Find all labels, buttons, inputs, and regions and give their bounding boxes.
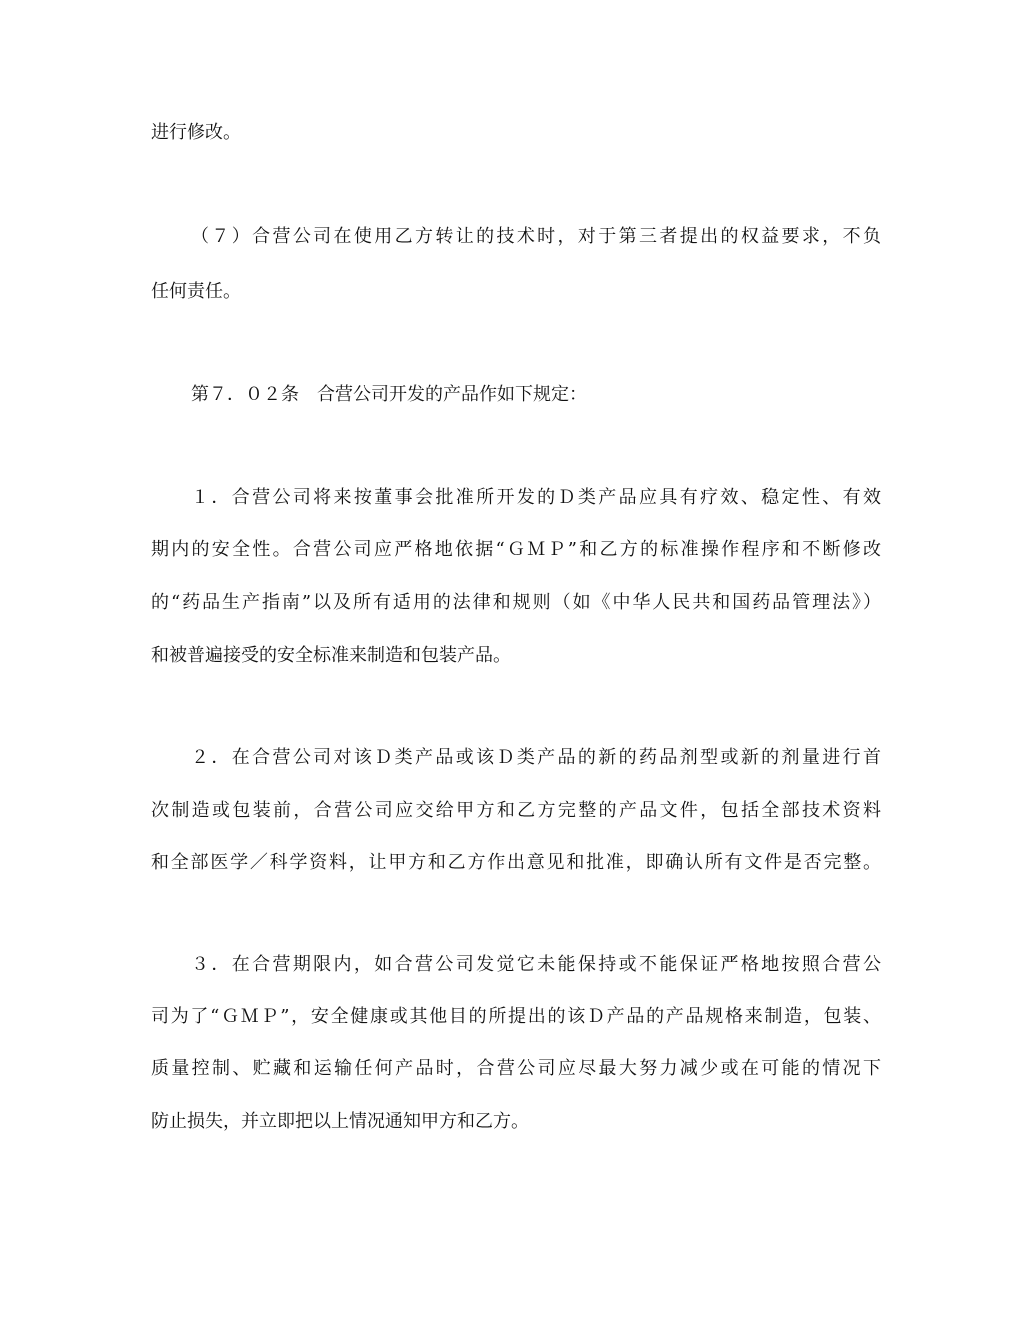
item-2-line-2: 次制造或包装前，合营公司应交给甲方和乙方完整的产品文件，包括全部技术资料 xyxy=(151,800,881,821)
item-1-line-4: 和被普遍接受的安全标准来制造和包装产品。 xyxy=(151,645,511,666)
clause-7-item-7-line-2: 任何责任。 xyxy=(151,281,241,302)
item-1-line-2: 期内的安全性。合营公司应严格地依据“ＧＭＰ”和乙方的标准操作程序和不断修改 xyxy=(151,539,881,560)
text-line-continuation: 进行修改。 xyxy=(151,122,241,143)
item-2-line-1: ２．在合营公司对该Ｄ类产品或该Ｄ类产品的新的药品剂型或新的剂量进行首 xyxy=(191,747,881,768)
article-7-02-heading: 第７．０２条 合营公司开发的产品作如下规定： xyxy=(191,384,587,405)
item-1-line-1: １．合营公司将来按董事会批准所开发的Ｄ类产品应具有疗效、稳定性、有效 xyxy=(191,487,881,508)
item-2-line-3: 和全部医学／科学资料，让甲方和乙方作出意见和批准，即确认所有文件是否完整。 xyxy=(151,852,881,873)
item-1-line-3: 的“药品生产指南”以及所有适用的法律和规则（如《中华人民共和国药品管理法》） xyxy=(151,592,881,613)
clause-7-item-7-line-1: （７）合营公司在使用乙方转让的技术时，对于第三者提出的权益要求，不负 xyxy=(191,226,881,247)
item-3-line-3: 质量控制、贮藏和运输任何产品时，合营公司应尽最大努力减少或在可能的情况下 xyxy=(151,1058,881,1079)
item-3-line-2: 司为了“ＧＭＰ”，安全健康或其他目的所提出的该Ｄ产品的产品规格来制造，包装、 xyxy=(151,1006,881,1027)
item-3-line-1: ３．在合营期限内，如合营公司发觉它未能保持或不能保证严格地按照合营公 xyxy=(191,954,881,975)
item-3-line-4: 防止损失，并立即把以上情况通知甲方和乙方。 xyxy=(151,1111,529,1132)
